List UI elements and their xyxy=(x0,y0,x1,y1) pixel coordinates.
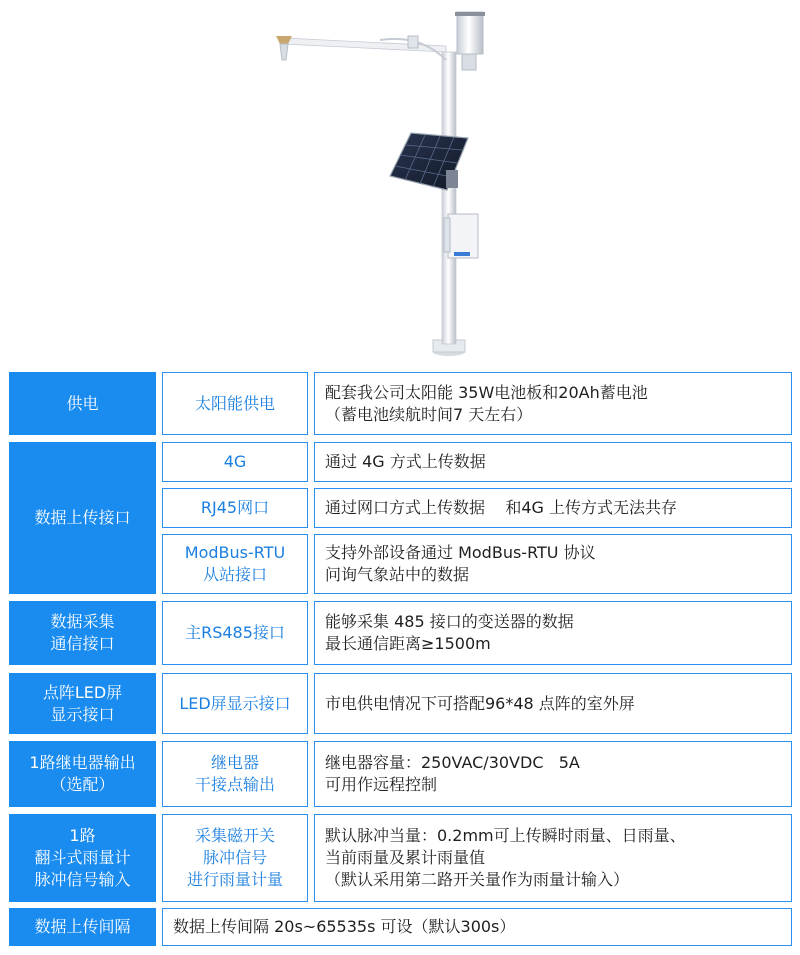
interface-cell xyxy=(162,372,308,435)
category-cell xyxy=(9,372,156,435)
description-cell-line: 配套我公司太阳能 35W电池板和20Ah蓄电池 xyxy=(325,382,648,402)
description-cell-line: 当前雨量及累计雨量值 xyxy=(325,848,486,867)
description-cell-line: 通过 4G 方式上传数据 xyxy=(325,452,486,471)
category-cell xyxy=(9,442,156,594)
description-cell xyxy=(314,372,792,435)
interface-cell xyxy=(162,741,308,807)
description-cell-line: 最长通信距离≥1500m xyxy=(325,634,491,653)
interface-cell-line: 从站接口 xyxy=(202,565,267,584)
category-cell-line: 翻斗式雨量计 xyxy=(34,848,131,867)
category-cell-line: 通信接口 xyxy=(50,634,115,653)
description-cell xyxy=(314,814,792,902)
description-cell xyxy=(314,601,792,665)
interface-cell-line: 干接点输出 xyxy=(194,775,275,794)
description-cell xyxy=(314,673,792,734)
sensor-arm xyxy=(284,38,446,52)
interface-cell xyxy=(162,601,308,665)
category-cell-line: 数据上传间隔 xyxy=(34,917,131,936)
interface-cell xyxy=(162,534,308,594)
description-cell xyxy=(314,488,792,528)
description-cell-line: 可用作远程控制 xyxy=(325,775,438,794)
interface-cell-line: 太阳能供电 xyxy=(194,393,275,413)
interface-cell xyxy=(162,673,308,734)
description-cell-line: 支持外部设备通过 ModBus-RTU 协议 xyxy=(325,543,596,562)
interface-cell-line: 脉冲信号 xyxy=(202,848,267,867)
description-cell-line: （蓄电池续航时间7 天左右） xyxy=(325,404,533,424)
interface-cell-line: 进行雨量计量 xyxy=(186,870,283,889)
control-box xyxy=(448,214,478,258)
interface-cell xyxy=(162,814,308,902)
interface-cell-line: 主RS485接口 xyxy=(185,623,285,642)
category-cell-line: 1路 xyxy=(69,826,96,845)
category-cell-line: 数据上传接口 xyxy=(34,508,131,527)
interface-cell xyxy=(162,488,308,528)
description-cell xyxy=(314,741,792,807)
description-cell-line: 通过网口方式上传数据 和4G 上传方式无法共存 xyxy=(325,498,678,517)
description-cell-line: 能够采集 485 接口的变送器的数据 xyxy=(325,612,574,631)
main-pole xyxy=(442,52,456,344)
description-cell xyxy=(162,908,792,946)
interface-cell-line: RJ45网口 xyxy=(200,498,270,517)
description-cell-line: 继电器容量：250VAC/30VDC 5A xyxy=(325,753,580,772)
interface-cell-line: ModBus-RTU xyxy=(184,543,286,562)
category-cell-line: 供电 xyxy=(66,393,99,413)
description-cell xyxy=(314,534,792,594)
description-cell-line: 数据上传间隔 20s~65535s 可设（默认300s） xyxy=(173,917,516,936)
description-cell-line: 市电供电情况下可搭配96*48 点阵的室外屏 xyxy=(325,693,635,713)
rain-gauge xyxy=(457,12,483,54)
category-cell-line: 数据采集 xyxy=(50,612,115,631)
category-cell-line: 点阵LED屏 xyxy=(42,682,123,702)
category-cell xyxy=(9,601,156,665)
category-cell xyxy=(9,814,156,902)
interface-cell-line: 继电器 xyxy=(210,753,259,772)
category-cell xyxy=(9,908,156,946)
category-cell xyxy=(9,741,156,807)
description-cell-line: （默认采用第二路开关量作为雨量计输入） xyxy=(325,870,630,889)
interface-cell xyxy=(162,442,308,482)
category-cell-line: 脉冲信号输入 xyxy=(34,870,131,889)
interface-cell-line: 采集磁开关 xyxy=(194,826,275,845)
category-cell-line: 1路继电器输出 xyxy=(29,753,136,772)
description-cell-line: 默认脉冲当量：0.2mm可上传瞬时雨量、日雨量、 xyxy=(325,826,686,845)
category-cell-line: 显示接口 xyxy=(50,704,115,724)
category-cell xyxy=(9,673,156,734)
category-cell-line: （选配） xyxy=(50,775,115,794)
weather-station-illustration xyxy=(0,0,800,368)
interface-cell-line: 4G xyxy=(223,452,247,471)
description-cell-line: 问询气象站中的数据 xyxy=(325,565,470,584)
interface-cell-line: LED屏显示接口 xyxy=(179,693,291,713)
description-cell xyxy=(314,442,792,482)
